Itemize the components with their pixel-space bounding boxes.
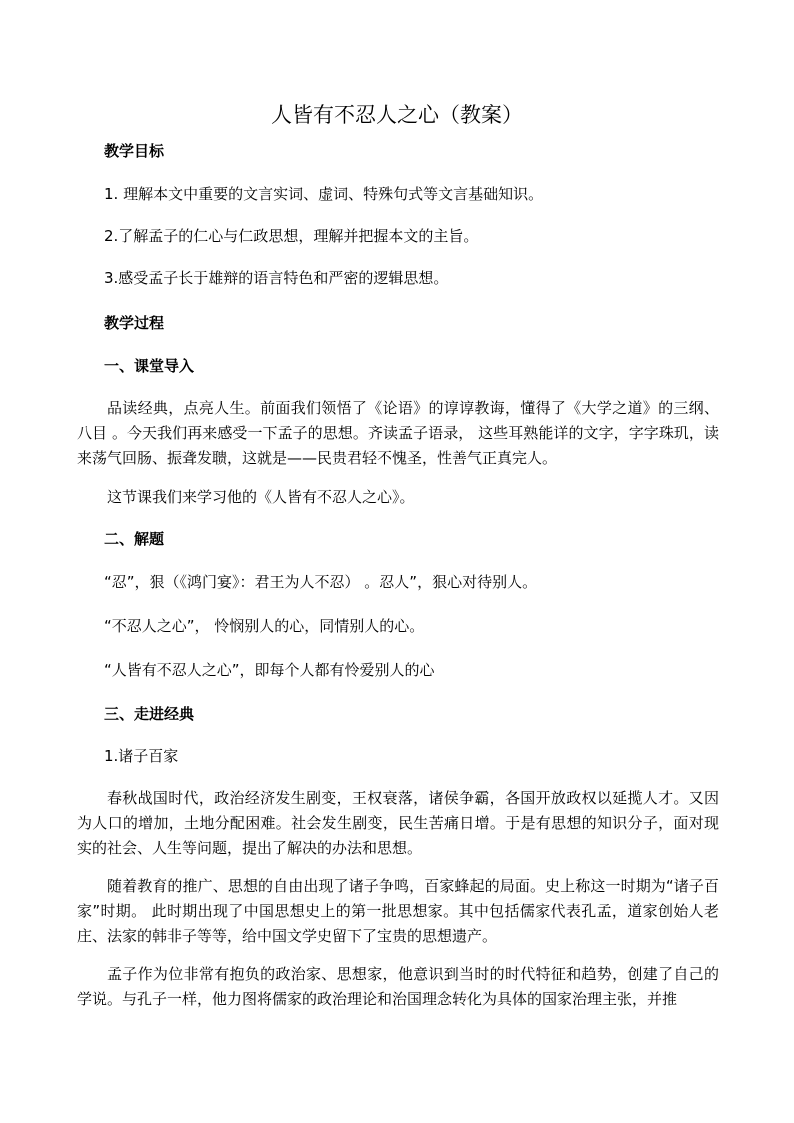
classics-paragraph-2: 随着教育的推广、思想的自由出现了诸子争鸣，百家蜂起的局面。史上称这一时期为“诸子百家”时期。 此时期出现了中国思想史上的第一批思想家。其中包括儒家代表孔孟，道家创始人老庄、法家的韩非子等等，给中国文学史留下了宝贵的思想遗产。 [77, 877, 719, 945]
document-title: 人皆有不忍人之心（教案） [271, 103, 523, 127]
goal-item-1: 1. 理解本文中重要的文言实词、虚词、特殊句式等文言基础知识。 [104, 185, 544, 203]
section-heading-title-explanation: 二、解题 [104, 530, 165, 548]
goal-item-2: 2.了解孟子的仁心与仁政思想，理解并把握本文的主旨。 [104, 227, 479, 245]
process-heading: 教学过程 [104, 314, 165, 332]
intro-paragraph-1: 品读经典，点亮人生。前面我们领悟了《论语》的谆谆教诲，懂得了《大学之道》的三纲、八目 。今天我们再来感受一下孟子的思想。齐读孟子语录， 这些耳熟能详的文字，字字珠玑，读来荡气回肠、振聋发聩，这就是——民贵君轻不愧圣，性善气正真完人。 [77, 399, 719, 467]
section-heading-classics: 三、走进经典 [104, 705, 195, 723]
subheading-hundred-schools: 1.诸子百家 [104, 747, 179, 765]
explanation-line-2: “不忍人之心”， 怜悯别人的心，同情别人的心。 [104, 617, 425, 635]
explanation-line-1: “忍”，狠（《鸿门宴》：君王为人不忍） 。忍人”，狠心对待别人。 [104, 573, 538, 591]
explanation-line-3: “人皆有不忍人之心”，即每个人都有怜爱别人的心 [104, 661, 435, 679]
intro-paragraph-2: 这节课我们来学习他的《人皆有不忍人之心》。 [107, 488, 415, 506]
goal-item-3: 3.感受孟子长于雄辩的语言特色和严密的逻辑思想。 [104, 269, 449, 287]
goals-heading: 教学目标 [104, 142, 165, 160]
classics-paragraph-3: 孟子作为位非常有抱负的政治家、思想家，他意识到当时的时代特征和趋势，创建了自己的学说。与孔子一样，他力图将儒家的政治理论和治国理念转化为具体的国家治理主张，并推 [77, 965, 719, 1008]
classics-paragraph-1: 春秋战国时代，政治经济发生剧变，王权衰落，诸侯争霸，各国开放政权以延揽人才。又因为人口的增加，土地分配困难。社会发生剧变，民生苦痛日增。于是有思想的知识分子，面对现实的社会、人生等问题，提出了解决的办法和思想。 [77, 789, 719, 857]
section-heading-intro: 一、课堂导入 [104, 357, 195, 375]
